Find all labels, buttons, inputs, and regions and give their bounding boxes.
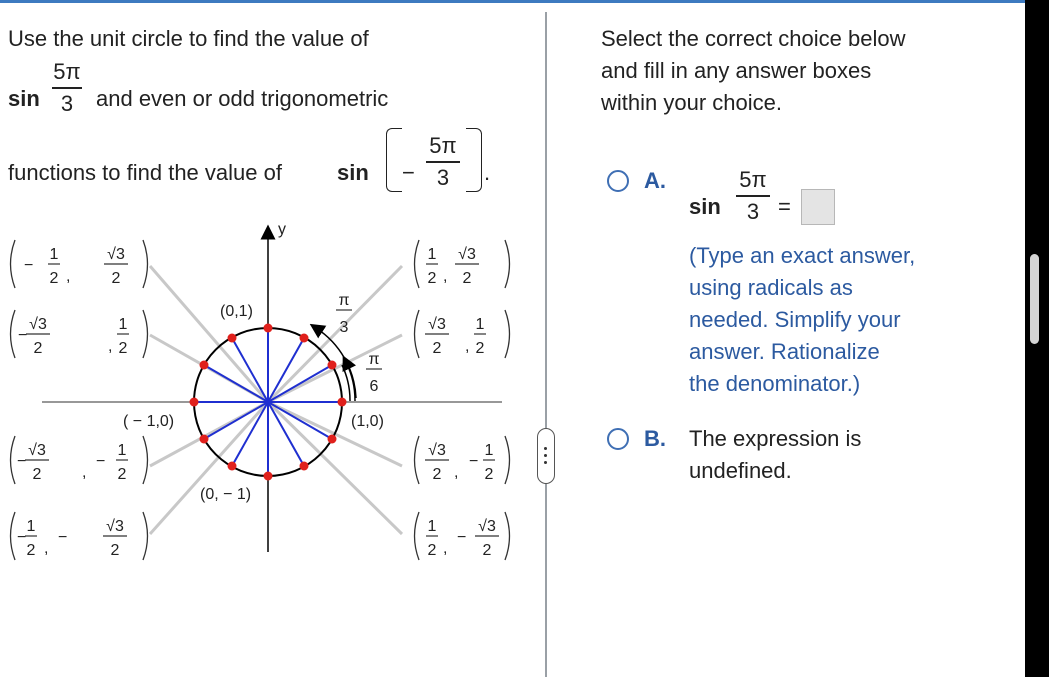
coord-q3-30-y-num: 1 bbox=[117, 442, 127, 459]
choice-a-radio[interactable] bbox=[607, 170, 629, 192]
angle-pi-6-num: π bbox=[368, 351, 380, 368]
hint-line: the denominator.) bbox=[689, 371, 861, 396]
coord-q2-30-comma: , bbox=[108, 338, 113, 355]
negative-sign: − bbox=[402, 160, 415, 185]
choice-a-equals: = bbox=[778, 194, 791, 219]
hint-line: needed. Simplify your bbox=[689, 307, 901, 332]
coord-q3-60-x-num: 1 bbox=[26, 518, 36, 535]
coord-q1-30-y-den: 2 bbox=[475, 340, 485, 357]
coord-q3-30-y-den: 2 bbox=[117, 466, 127, 483]
coord-q1-60-y-den: 2 bbox=[462, 270, 472, 287]
coord-q2-30-y-den: 2 bbox=[118, 340, 128, 357]
fraction-denominator: 3 bbox=[436, 165, 450, 190]
coord-q3-60-comma: , bbox=[44, 540, 49, 557]
choice-b-radio[interactable] bbox=[607, 428, 629, 450]
coord-q2-30-y-num: 1 bbox=[118, 316, 128, 333]
coord-q3-60-y-den: 2 bbox=[110, 542, 120, 559]
coordinate-brackets bbox=[11, 240, 510, 560]
question-line-2: and even or odd trigonometric bbox=[96, 86, 389, 111]
coord-q2-60-x-num: 1 bbox=[49, 246, 59, 263]
hint-line: using radicals as bbox=[689, 275, 853, 300]
coord-q3-30-x-sign: − bbox=[17, 453, 27, 470]
coord-q2-30-x-den: 2 bbox=[33, 340, 43, 357]
choice-a-sin-label: sin bbox=[689, 194, 721, 219]
point-label-left: ( − 1,0) bbox=[123, 413, 175, 430]
coord-q2-30-x-num: √3 bbox=[29, 316, 47, 333]
coord-q1-30-y-num: 1 bbox=[475, 316, 485, 333]
coord-q4-30-y-sign: − bbox=[469, 453, 479, 470]
point-label-right: (1,0) bbox=[351, 413, 384, 430]
coord-q4-30-x-den: 2 bbox=[432, 466, 442, 483]
scrollbar-thumb[interactable] bbox=[1030, 254, 1039, 344]
angle-pi-3-den: 3 bbox=[339, 319, 349, 336]
coord-q4-60-x-num: 1 bbox=[427, 518, 437, 535]
coord-q3-30-x-den: 2 bbox=[32, 466, 42, 483]
coord-q4-60-comma: , bbox=[443, 540, 448, 557]
coord-q1-30-comma: , bbox=[465, 338, 470, 355]
coord-q4-30-y-num: 1 bbox=[484, 442, 494, 459]
fraction-denominator: 3 bbox=[60, 91, 74, 116]
answer-input-box[interactable] bbox=[801, 189, 835, 225]
coord-q2-60-x-sign: − bbox=[24, 257, 34, 274]
coord-q4-60-y-num: √3 bbox=[478, 518, 496, 535]
hint-line: answer. Rationalize bbox=[689, 339, 880, 364]
gray-rays bbox=[150, 266, 402, 534]
coord-q4-60-x-den: 2 bbox=[427, 542, 437, 559]
coord-q4-60-y-den: 2 bbox=[482, 542, 492, 559]
coord-q1-60-y-num: √3 bbox=[458, 246, 476, 263]
coord-q1-60-x-den: 2 bbox=[427, 270, 437, 287]
panel-resize-handle[interactable] bbox=[537, 428, 555, 484]
coord-q1-60-x-num: 1 bbox=[427, 246, 437, 263]
point-label-bottom: (0, − 1) bbox=[200, 486, 252, 503]
question-line-3: functions to find the value of bbox=[8, 160, 282, 185]
arc-pi-6-a bbox=[342, 365, 350, 401]
coord-q4-30-comma: , bbox=[454, 464, 459, 481]
choice-a-hint bbox=[689, 240, 915, 400]
coord-q3-60-y-num: √3 bbox=[106, 518, 124, 535]
coord-q3-30-y-sign: − bbox=[96, 453, 106, 470]
instruction-line-3: within your choice. bbox=[601, 90, 782, 115]
point-label-top: (0,1) bbox=[220, 303, 253, 320]
angle-pi-6-den: 6 bbox=[369, 378, 379, 395]
coord-q3-60-y-sign: − bbox=[58, 529, 68, 546]
fraction-denominator: 3 bbox=[746, 199, 760, 224]
coord-q4-60-y-sign: − bbox=[457, 529, 467, 546]
coord-q2-60-comma: , bbox=[66, 268, 71, 285]
coord-q3-60-x-sign: − bbox=[17, 529, 27, 546]
sin-label-2: sin bbox=[337, 160, 369, 185]
hint-line: (Type an exact answer, bbox=[689, 243, 916, 268]
choice-a-fraction bbox=[736, 168, 770, 224]
fraction-numerator: 5π bbox=[739, 167, 767, 192]
choice-b-line-1: The expression is bbox=[689, 426, 862, 451]
y-axis-label: y bbox=[278, 221, 286, 238]
angle-pi-3-num: π bbox=[338, 292, 350, 309]
coord-q3-60-x-den: 2 bbox=[26, 542, 36, 559]
choice-b-letter: B. bbox=[644, 426, 666, 451]
question-line-1: Use the unit circle to find the value of bbox=[8, 26, 369, 51]
sin-label: sin bbox=[8, 86, 40, 111]
coord-q2-60-y-num: √3 bbox=[107, 246, 125, 263]
coord-q2-30-x-sign: − bbox=[18, 327, 28, 344]
coord-q4-30-x-num: √3 bbox=[428, 442, 446, 459]
period: . bbox=[484, 160, 491, 185]
coord-q2-60-x-den: 2 bbox=[49, 270, 59, 287]
choice-a-letter: A. bbox=[644, 168, 666, 193]
coord-q3-30-x-num: √3 bbox=[28, 442, 46, 459]
instruction-line-1: Select the correct choice below bbox=[601, 26, 906, 51]
fraction-numerator: 5π bbox=[429, 133, 457, 158]
coord-q4-30-y-den: 2 bbox=[484, 466, 494, 483]
coord-q1-30-x-num: √3 bbox=[428, 316, 446, 333]
panel-divider bbox=[545, 12, 547, 677]
coord-q1-60-comma: , bbox=[443, 268, 448, 285]
choice-b-line-2: undefined. bbox=[689, 458, 792, 483]
fraction-numerator: 5π bbox=[53, 59, 81, 84]
coord-q2-60-y-den: 2 bbox=[111, 270, 121, 287]
coord-q1-30-x-den: 2 bbox=[432, 340, 442, 357]
instruction-line-2: and fill in any answer boxes bbox=[601, 58, 872, 83]
coord-q3-30-comma: , bbox=[82, 464, 87, 481]
